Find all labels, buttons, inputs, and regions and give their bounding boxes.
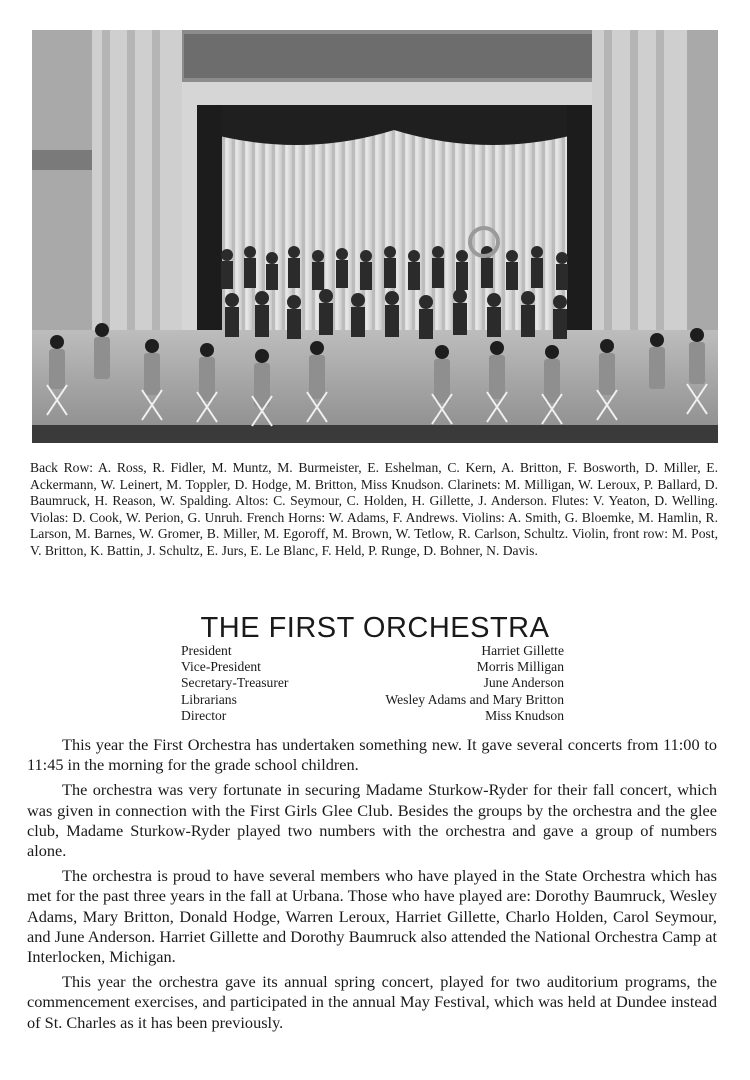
officer-row xyxy=(181,708,564,724)
officer-name: Wesley Adams and Mary Britton xyxy=(385,691,564,707)
orchestra-photo-illustration xyxy=(32,30,718,443)
officer-row xyxy=(181,692,564,708)
officer-name: June Anderson xyxy=(483,675,564,691)
officer-role: President xyxy=(181,643,232,658)
officer-name: Miss Knudson xyxy=(485,707,564,723)
officer-role: Vice-President xyxy=(181,659,261,675)
officer-role: Secretary-Treasurer xyxy=(181,675,289,691)
officer-row xyxy=(181,643,564,659)
paragraph: This year the orchestra gave its annual spring concert, played for two auditorium programs, the commencement exercises, and participated in the annual May Festival, which was held at Dundee instead of St. Charles as it has been previously. xyxy=(27,972,717,1032)
photo-caption: Back Row: A. Ross, R. Fidler, M. Muntz, M. Burmeister, E. Eshelman, C. Kern, A. Britton, F. Bosworth, D. Miller, E. Ackermann, W. Leinert, M. Toppler, D. Hodge, M. Britton, Miss Knudson. Clarinets: M. Milligan, W. Leroux, P. Ballard, D. Baumruck, H. Reason, W. Spalding. Altos: C. Seymour, C. Holden, H. Gillette, J. Anderson. Flutes: V. Yeaton, D. Welling. Violas: D. Cook, W. Perion, G. Unruh. French Horns: W. Adams, F. Andrews. Violins: A. Smith, G. Bloemke, M. Hamlin, R. Larson, M. Barnes, W. Gromer, B. Miller, M. Egoroff, M. Brown, W. Tetlow, R. Carlson, Schultz. Violin, front row: M. Post, V. Britton, K. Battin, J. Schultz, E. Jurs, E. Le Blanc, F. Held, P. Runge, D. Bohner, N. Davis. xyxy=(30,460,718,558)
officer-role: Director xyxy=(181,707,227,723)
officer-row xyxy=(181,659,564,675)
officers-list xyxy=(181,643,564,724)
paragraph: The orchestra is proud to have several members who have played in the State Orchestra which has met for the past three years in the fall at Urbana. Those who have played are: Dorothy Baumruck, Wesley Adams, Mary Britton, Donald Hodge, Warren Leroux, Harriet Gillette, Charlo Holden, Carol Seymour, and June Anderson. Harriet Gillette and Dorothy Baumruck also attended the National Orchestra Camp at Interlocken, Michigan. xyxy=(27,866,717,967)
paragraph: The orchestra was very fortunate in securing Madame Sturkow-Ryder for their fall concert, which was given in connection with the First Girls Glee Club. Besides the groups by the orchestra and the glee club, Madame Sturkow-Ryder played two numbers with the orchestra and gave a group of numbers alone. xyxy=(27,780,717,861)
orchestra-photo xyxy=(32,30,718,443)
officer-role: Librarians xyxy=(181,691,237,707)
officer-row xyxy=(181,675,564,691)
paragraph: This year the First Orchestra has undertaken something new. It gave several concerts from 11:00 to 11:45 in the morning for the grade school children. xyxy=(27,735,717,775)
officer-name: Morris Milligan xyxy=(476,659,564,675)
page-title: THE FIRST ORCHESTRA xyxy=(200,612,550,645)
article-body xyxy=(27,735,717,1038)
officer-name: Harriet Gillette xyxy=(481,643,564,658)
